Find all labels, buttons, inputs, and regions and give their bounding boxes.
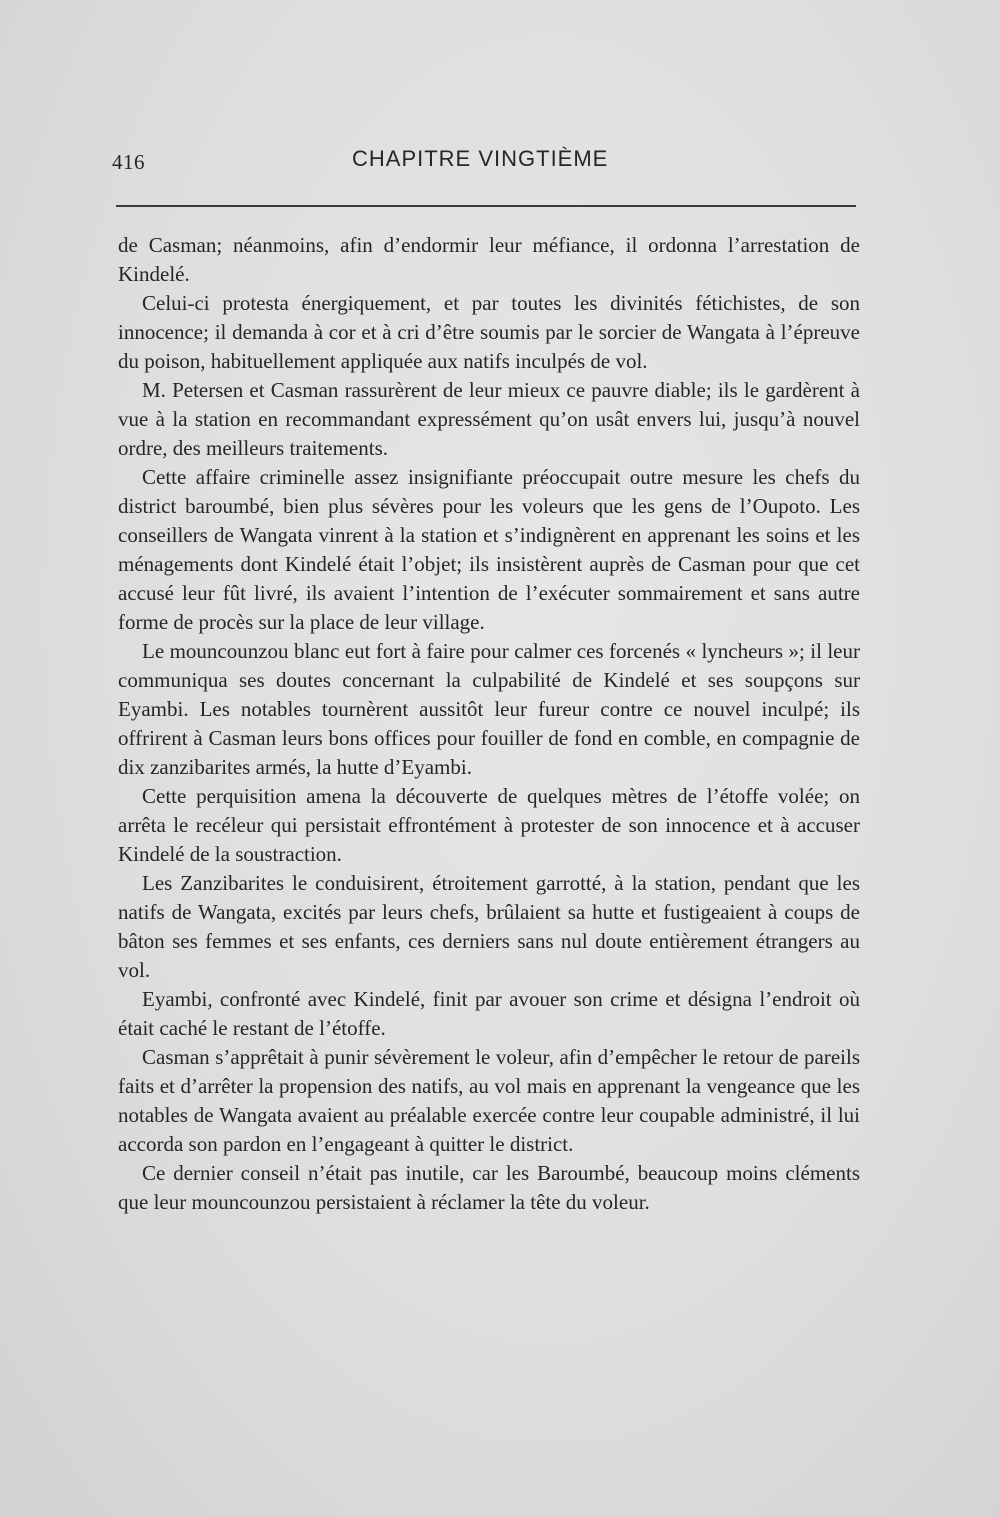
paragraph-7: Les Zanzibarites le conduisirent, étroitement garrotté, à la station, pendant que les natifs de Wangata, excités par leurs chefs, brûlaient sa hutte et fustigeaient à coups de bâton ses femmes et ses enfants, ces derniers sans nul doute entièrement étrangers au vol.	[118, 871, 860, 982]
paragraph-2: Celui-ci protesta énergiquement, et par toutes les divinités fétichistes, de son innocence; il demanda à cor et à cri d’être soumis par le sorcier de Wangata à l’épreuve du poison, habituellement appliquée aux natifs inculpés de vol.	[118, 291, 860, 373]
running-title: CHAPITRE VINGTIÈME	[352, 146, 609, 171]
paragraph-9: Casman s’apprêtait à punir sévèrement le voleur, afin d’empêcher le retour de pareils faits et d’arrêter la propension des natifs, au vol mais en apprenant la vengeance que les notables de Wangata avaient au préalable exercée contre leur coupable administré, il lui accorda son pardon en l’engageant à quitter le district.	[118, 1045, 860, 1156]
paragraph-6: Cette perquisition amena la découverte de quelques mètres de l’étoffe volée; on arrêta le recéleur qui persistait effrontément à protester de son innocence et à accuser Kindelé de la soustraction.	[118, 784, 860, 866]
paragraph-3: M. Petersen et Casman rassurèrent de leur mieux ce pauvre diable; ils le gardèrent à vue à la station en recommandant expressément qu’on usât envers lui, jusqu’à nouvel ordre, des meilleurs traitements.	[118, 378, 860, 460]
page-text	[118, 231, 860, 1217]
header-divider	[116, 205, 856, 207]
page-header	[112, 146, 858, 180]
paragraph-10: Ce dernier conseil n’était pas inutile, car les Baroumbé, beaucoup moins cléments que leur mouncounzou persistaient à réclamer la tête du voleur.	[118, 1161, 860, 1214]
paragraph-8: Eyambi, confronté avec Kindelé, finit par avouer son crime et désigna l’endroit où était caché le restant de l’étoffe.	[118, 987, 860, 1040]
paragraph-1: de Casman; néanmoins, afin d’endormir leur méfiance, il ordonna l’arrestation de Kindelé.	[118, 233, 860, 286]
paragraph-4: Cette affaire criminelle assez insignifiante préoccupait outre mesure les chefs du district baroumbé, bien plus sévères pour les voleurs que les gens de l’Oupoto. Les conseillers de Wangata vinrent à la station et s’indignèrent en apprenant les soins et les ménagements dont Kindelé était l’objet; ils insistèrent auprès de Casman pour que cet accusé leur fût livré, ils avaient l’intention de l’exécuter sommairement et sans autre forme de procès sur la place de leur village.	[118, 465, 860, 634]
page-number: 416	[112, 150, 145, 174]
paragraph-5: Le mouncounzou blanc eut fort à faire pour calmer ces forcenés « lyncheurs »; il leur communiqua ses doutes concernant la culpabilité de Kindelé et ses soupçons sur Eyambi. Les notables tournèrent aussitôt leur fureur contre ce nouvel inculpé; ils offrirent à Casman leurs bons offices pour fouiller de fond en comble, en compagnie de dix zanzibarites armés, la hutte d’Eyambi.	[118, 639, 860, 779]
